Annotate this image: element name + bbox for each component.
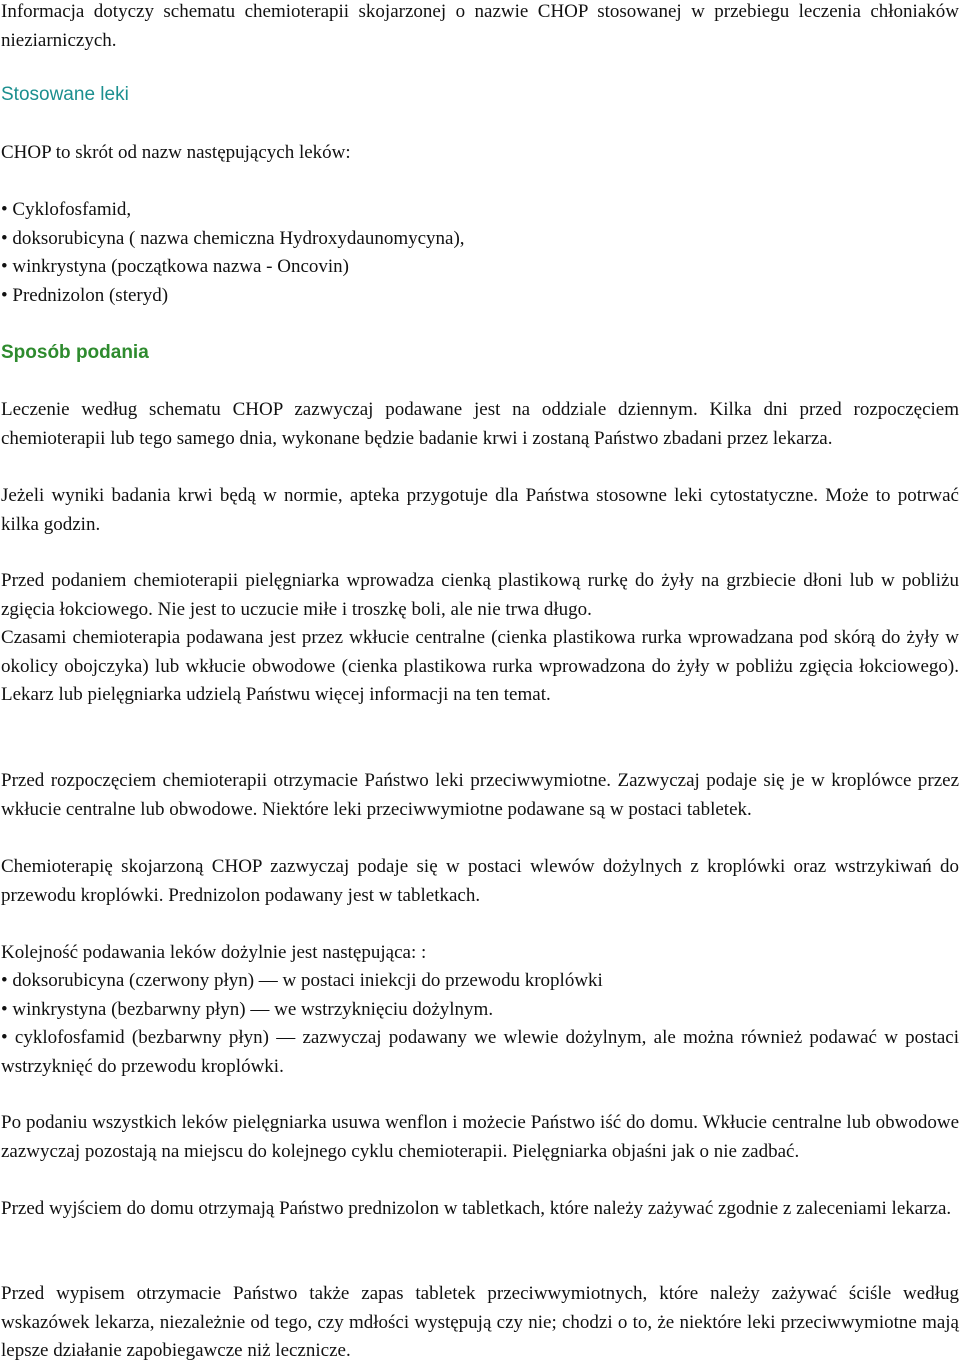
paragraph: Leczenie według schematu CHOP zazwyczaj podawane jest na oddziale dziennym. Kilka dni przed rozpoczęciem chemioterapii lub tego samego dnia, wykonane będzie badanie krwi i zostaną Państwo zbadani przez lekarza. xyxy=(1,399,959,449)
heading-sposob-podania: Sposób podania xyxy=(1,342,149,363)
paragraph: Chemioterapię skojarzoną CHOP zazwyczaj podaje się w postaci wlewów dożylnych z kroplówki oraz wstrzykiwań do przewodu kroplówki. Prednizolon podawany jest w tabletkach. xyxy=(1,856,959,906)
paragraph: Przed podaniem chemioterapii pielęgniarka wprowadza cienką plastikową rurkę do żyły na grzbiecie dłoni lub w pobliżu zgięcia łokciowego. Nie jest to uczucie miłe i troszkę boli, ale nie trwa długo. xyxy=(1,570,959,620)
paragraph: Przed wyjściem do domu otrzymają Państwo prednizolon w tabletkach, które należy zażywać zgodnie z zaleceniami lekarza. xyxy=(1,1198,952,1219)
paragraph: Przed rozpoczęciem chemioterapii otrzymacie Państwo leki przeciwwymiotne. Zazwyczaj podaje się je w kroplówce przez wkłucie centralne lub obwodowe. Niektóre leki przeciwwymiotne podawane są w postaci tabletek. xyxy=(1,770,959,820)
paragraph: Po podaniu wszystkich leków pielęgniarka usuwa wenflon i możecie Państwo iść do domu. Wkłucie centralne lub obwodowe zazwyczaj pozostają na miejscu do kolejnego cyklu chemioterapii. Pielęgniarka objaśni jak o nie zadbać. xyxy=(1,1112,959,1162)
list-item: • Cyklofosfamid, xyxy=(1,199,132,220)
list-item: • doksorubicyna (czerwony płyn) — w postaci iniekcji do przewodu kroplówki xyxy=(1,970,603,991)
list-item: • winkrystyna (początkowa nazwa - Oncovin) xyxy=(1,256,350,277)
intro-paragraph: Informacja dotyczy schematu chemioterapii skojarzonej o nazwie CHOP stosowanej w przebiegu leczenia chłoniaków nieziarniczych. xyxy=(1,1,959,51)
paragraph: Czasami chemioterapia podawana jest przez wkłucie centralne (cienka plastikowa rurka wprowadzana pod skórą do żyły w okolicy obojczyka) lub wkłucie obwodowe (cienka plastikowa rurka wprowadzona do żyły w pobliżu zgięcia łokciowego). Lekarz lub pielęgniarka udzielą Państwu więcej informacji na ten temat. xyxy=(1,627,959,706)
list-item: • cyklofosfamid (bezbarwny płyn) — zazwyczaj podawany we wlewie dożylnym, ale można również podawać w postaci wstrzyknięć do przewodu kroplówki. xyxy=(1,1027,959,1077)
list-item: • winkrystyna (bezbarwny płyn) — we wstrzyknięciu dożylnym. xyxy=(1,999,494,1020)
drugs-intro: CHOP to skrót od nazw następujących leków: xyxy=(1,142,351,163)
list-item: • Prednizolon (steryd) xyxy=(1,285,169,306)
list-item: • doksorubicyna ( nazwa chemiczna Hydroxydaunomycyna), xyxy=(1,228,465,249)
paragraph: Jeżeli wyniki badania krwi będą w normie, apteka przygotuje dla Państwa stosowne leki cytostatyczne. Może to potrwać kilka godzin. xyxy=(1,485,959,535)
heading-stosowane-leki: Stosowane leki xyxy=(1,84,129,105)
order-intro: Kolejność podawania leków dożylnie jest następująca: : xyxy=(1,942,427,963)
paragraph: Przed wypisem otrzymacie Państwo także zapas tabletek przeciwwymiotnych, które należy zażywać ściśle według wskazówek lekarza, niezależnie od tego, czy mdłości występują czy nie; chodzi o to, że niektóre leki przeciwwymiotne mają lepsze działanie zapobiegawcze niż lecznicze. xyxy=(1,1283,959,1362)
